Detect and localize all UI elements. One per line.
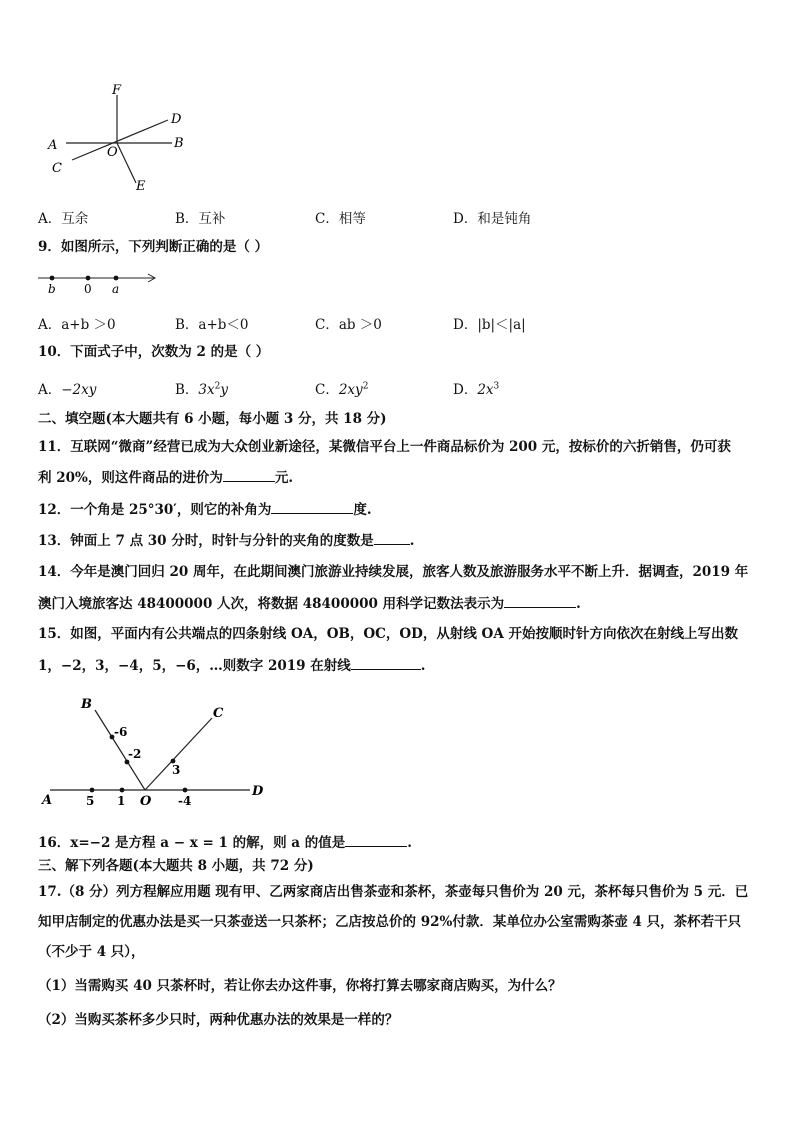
q14-line2: 澳门入境旅客达 48400000 人次，将数据 48400000 用科学记数法表示为 . [38, 593, 581, 613]
q16-answer-blank[interactable] [345, 832, 407, 847]
q8-option-c: C．相等 [315, 211, 366, 227]
q10-option-d: D．$2x^3$ [453, 381, 500, 398]
q13: 13．钟面上 7 点 30 分时，时针与分针的夹角的度数是 . [38, 530, 414, 550]
q8-option-d: D．和是钝角 [453, 211, 532, 227]
label-c: C [52, 161, 62, 176]
number-line-q9 [36, 268, 160, 296]
ray-oc [145, 718, 212, 790]
q17-line2: 知甲店制定的优惠办法是买一只茶壶送一只茶杯；乙店按总价的 92%付款．某单位办公室需购茶壶 4 只，茶杯若干只 [38, 914, 742, 930]
label-c: C [213, 706, 224, 721]
ray-oe [117, 143, 136, 183]
q8-option-a: A．互余 [38, 211, 89, 227]
section-3-heading: 三、解下列各题(本大题共 8 小题，共 72 分) [38, 858, 314, 874]
q17-subquestion-2: （2）当购买茶杯多少只时，两种优惠办法的效果是一样的？ [38, 1012, 399, 1028]
num-3: 3 [172, 763, 181, 777]
q11-answer-blank[interactable] [223, 467, 275, 482]
label-e: E [136, 179, 146, 194]
label-a: A [42, 793, 53, 808]
label-a: A [48, 138, 58, 153]
point-zero [86, 276, 91, 281]
num-neg6: -6 [114, 725, 128, 739]
line-cd [72, 120, 168, 160]
q9-option-d: D．|b|＜|a| [453, 317, 526, 333]
q9-option-c: C．ab ＞0 [315, 317, 382, 333]
point-a [114, 276, 119, 281]
label-d: D [252, 784, 264, 799]
q17-subquestion-1: （1）当需购买 40 只茶杯时，若让你去办这件事，你将打算去哪家商店购买，为什么？ [38, 978, 562, 994]
q16: 16．x=−2 是方程 a − x = 1 的解，则 a 的值是 . [38, 832, 412, 852]
q11-line2: 利 20%，则这件商品的进价为 元. [38, 467, 293, 487]
num-neg4: -4 [178, 794, 192, 808]
label-o: O [107, 145, 118, 160]
q12: 12．一个角是 25°30′，则它的补角为 度. [38, 499, 372, 519]
label-o: O [140, 794, 152, 809]
label-b: b [48, 282, 56, 296]
angle-figure-q8 [40, 80, 210, 198]
q8-option-b: B．互补 [175, 211, 226, 227]
q10-stem: 10．下面式子中，次数为 2 的是（ ） [38, 344, 270, 360]
q10-option-b: B．$3x^2y$ [175, 381, 228, 398]
q15-line2: 1，−2，3，−4，5，−6，…则数字 2019 在射线 . [38, 655, 425, 675]
label-d: D [171, 112, 182, 127]
label-a: a [112, 282, 120, 296]
q14-answer-blank[interactable] [504, 593, 576, 608]
q15-answer-blank[interactable] [351, 655, 421, 670]
label-zero: 0 [84, 282, 92, 296]
label-b: B [81, 697, 92, 712]
q15-line1: 15．如图，平面内有公共端点的四条射线 OA，OB，OC，OD，从射线 OA 开始按顺时针方向依次在射线上写出数 [38, 626, 738, 642]
q9-option-a: A．a+b ＞0 [38, 317, 116, 333]
point-5 [90, 788, 95, 793]
label-b: B [174, 136, 184, 151]
point-1 [120, 788, 125, 793]
rays-figure-q15 [38, 692, 278, 810]
q12-answer-blank[interactable] [271, 499, 353, 514]
q17-line3: （不少于 4 只）， [38, 944, 145, 960]
q10-option-c: C．$2xy^2$ [315, 381, 369, 398]
num-neg2: -2 [128, 747, 142, 761]
label-f: F [112, 83, 122, 98]
point-b [50, 276, 55, 281]
q11-line1: 11．互联网“微商”经营已成为大众创业新途径，某微信平台上一件商品标价为 200 元，按标价的六折销售，仍可获 [38, 439, 731, 455]
section-2-heading: 二、填空题(本大题共有 6 小题，每小题 3 分，共 18 分) [38, 411, 387, 427]
q13-answer-blank[interactable] [374, 530, 410, 545]
q9-stem: 9．如图所示，下列判断正确的是（ ） [38, 239, 269, 255]
point-neg4 [183, 788, 188, 793]
q9-option-b: B．a+b＜0 [175, 317, 249, 333]
q10-option-a: A．−2xy [38, 382, 97, 398]
q17-line1: 17.（8 分）列方程解应用题 现有甲、乙两家商店出售茶壶和茶杯，茶壶每只售价为 20 元，茶杯每只售价为 5 元．已 [38, 884, 749, 900]
num-5: 5 [86, 794, 95, 808]
num-1: 1 [117, 794, 126, 808]
q14-line1: 14．今年是澳门回归 20 周年，在此期间澳门旅游业持续发展，旅客人数及旅游服务水平不断上升．据调查，2019 年 [38, 564, 749, 580]
